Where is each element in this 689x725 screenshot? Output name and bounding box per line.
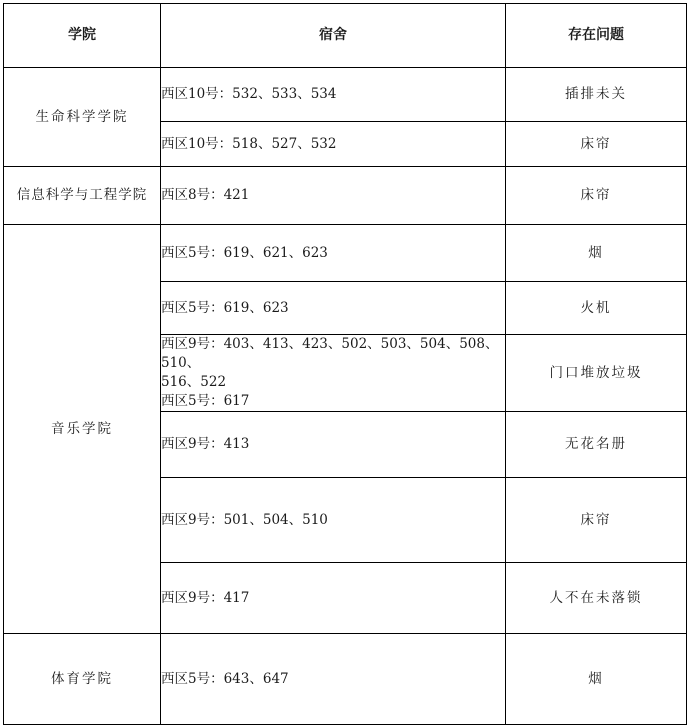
table-row [4, 225, 687, 282]
dorm-line: 西区5号：617 [161, 393, 250, 409]
dorm-cell [161, 634, 506, 725]
header-issue: 存在问题 [506, 4, 687, 68]
issue-cell: 插排未关 [506, 68, 687, 122]
dorm-line: 西区9号：403、413、423、502、503、504、508、510、 [161, 336, 499, 371]
dorm-line: 西区5号：619、621、623 [161, 244, 328, 261]
issue-cell: 烟 [506, 225, 687, 282]
college-cell: 体育学院 [4, 634, 161, 725]
dorm-line: 西区5号：643、647 [161, 670, 289, 687]
issue-cell: 门口堆放垃圾 [506, 335, 687, 412]
table-row [4, 68, 687, 122]
dorm-cell [161, 167, 506, 225]
dorm-line: 西区10号：518、527、532 [161, 135, 337, 152]
dorm-cell [161, 68, 506, 122]
dorm-cell [161, 412, 506, 478]
dorm-line: 西区5号：619、623 [161, 299, 289, 316]
issue-cell: 无花名册 [506, 412, 687, 478]
dorm-cell [161, 563, 506, 634]
dorm-line: 西区9号：413 [161, 436, 250, 452]
header-dorm: 宿舍 [161, 4, 506, 68]
issue-cell: 人不在未落锁 [506, 563, 687, 634]
table-row [4, 167, 687, 225]
dorm-line: 西区8号：421 [161, 187, 250, 203]
table-row [4, 634, 687, 725]
college-cell: 音乐学院 [4, 225, 161, 634]
college-cell: 生命科学学院 [4, 68, 161, 167]
dorm-line: 516、522 [161, 374, 227, 390]
issue-cell: 火机 [506, 282, 687, 335]
dorm-cell [161, 225, 506, 282]
issue-cell: 床帘 [506, 167, 687, 225]
dorm-cell [161, 282, 506, 335]
header-row [4, 4, 687, 68]
dorm-cell [161, 335, 506, 412]
issue-cell: 床帘 [506, 122, 687, 167]
issue-cell: 烟 [506, 634, 687, 725]
dorm-cell [161, 478, 506, 563]
dorm-cell [161, 122, 506, 167]
dorm-inspection-table [3, 3, 687, 725]
college-cell: 信息科学与工程学院 [4, 167, 161, 225]
header-college: 学院 [4, 4, 161, 68]
dorm-line: 西区10号：532、533、534 [161, 86, 337, 102]
dorm-line: 西区9号：501、504、510 [161, 511, 328, 528]
issue-cell: 床帘 [506, 478, 687, 563]
dorm-line: 西区9号：417 [161, 589, 250, 606]
